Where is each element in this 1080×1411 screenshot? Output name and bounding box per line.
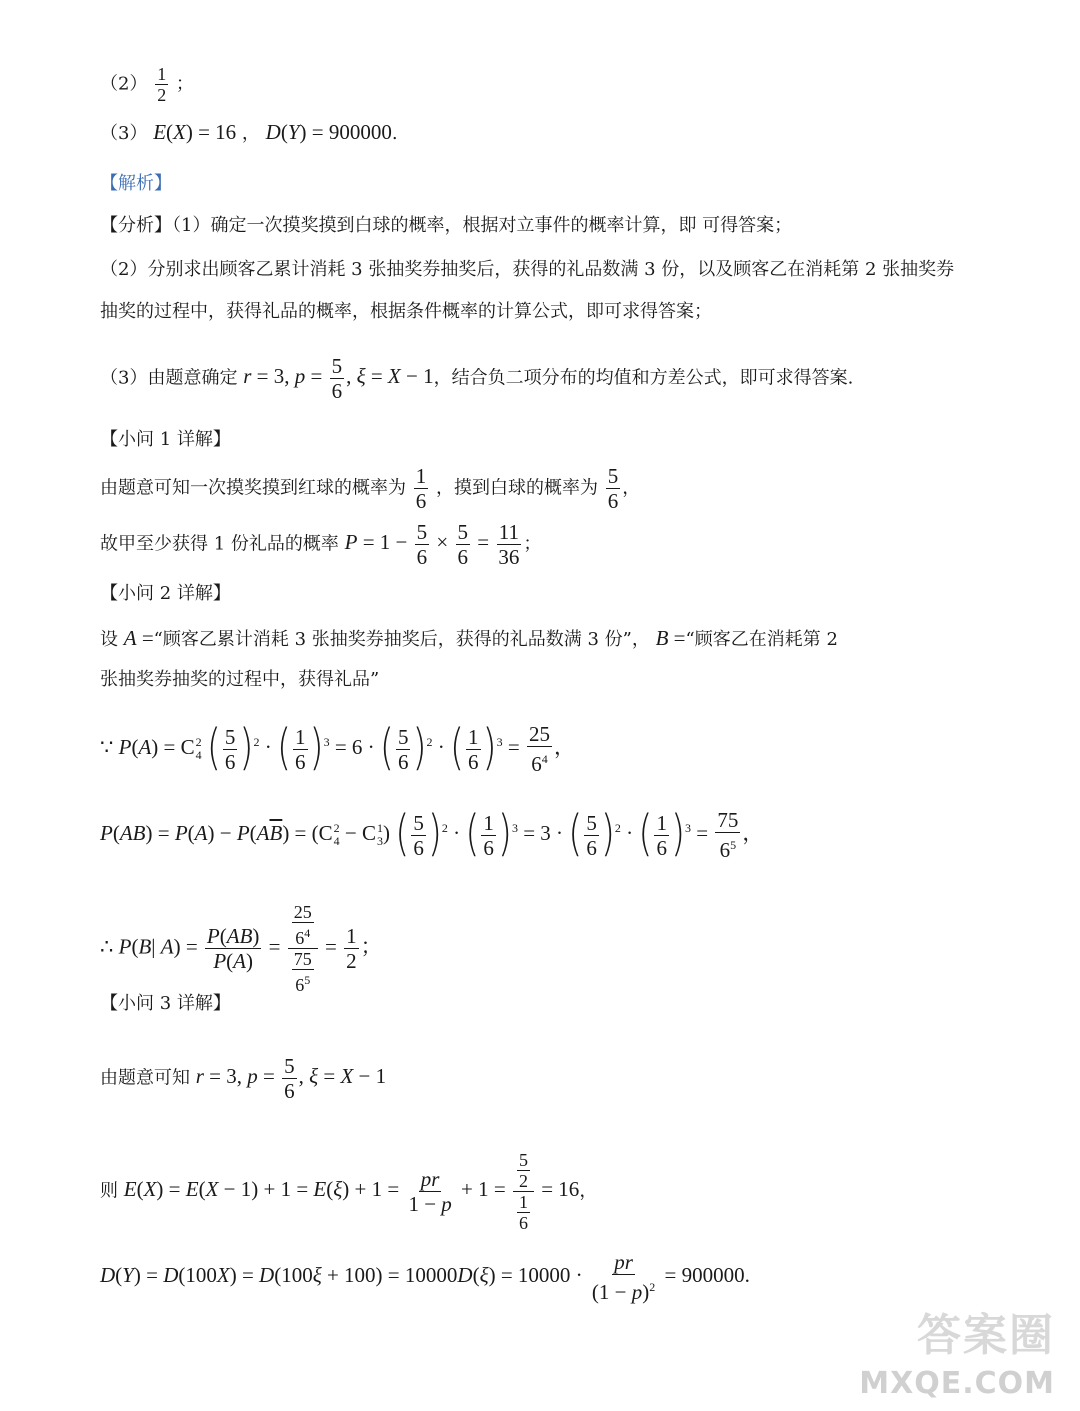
q3-formula-ex: 则 E(X) = E(X − 1) + 1 = E(ξ) + 1 = $\frac{pr}{1 - p}$ + 1 = $\frac{\frac{5}{2}}{\frac{1}{6}}$ = 16，	[100, 1150, 598, 1233]
q3-title: 【小问 3 详解】	[100, 993, 231, 1014]
q2-formula-pba: ∴ P(B| A) = $\frac{P(AB)}{P(A)}$ = $\frac{\frac{25}{6^4}}{\frac{75}{6^5}}$ = $\frac{1}{2}$ ；	[100, 902, 382, 995]
watermark-url: MXQE.COM	[859, 1366, 1055, 1401]
q2-formula-pa: ∵ P(A) = C 2 4 ( $\frac{5}{6}$ )$^2$ · ( $\frac{1}{6}$ )$^3$ = 6 · ( $\frac{5}{6}$ )$^2$ · ( $\frac{1}{6}$ )$^3$ = $\frac{25}{6^4}$ ，	[100, 720, 575, 776]
q2-line2: 张抽奖券抽奖的过程中，获得礼品”	[100, 669, 380, 690]
fraction-one-half: $\frac{1}{2}$	[157, 64, 167, 105]
section-jiexi: 【解析】	[100, 173, 172, 194]
analysis-p2a: （2）分别求出顾客乙累计消耗 3 张抽奖券抽奖后，获得的礼品数满 3 份，以及顾客乙在消耗第 2 张抽奖券	[100, 259, 955, 280]
q3-formula-dy: D(Y) = D(100X) = D(100ξ + 100) = 10000D(ξ) = 10000 · $\frac{pr}{(1 - p)^2}$ = 900000.	[100, 1250, 750, 1304]
answer-2: （2） $\frac{1}{2}$ ；	[100, 64, 194, 105]
q3-line1: 由题意可知 r = 3, p = $\frac{5}{6}$ , ξ = X − 1	[100, 1054, 387, 1103]
q1-line1: 由题意可知一次摸奖摸到红球的概率为 $\frac{1}{6}$ ，摸到白球的概率为 $\frac{5}{6}$ ，	[100, 464, 641, 513]
answer-3-dy: D(Y) = 900000	[265, 120, 392, 144]
q2-title: 【小问 2 详解】	[100, 583, 231, 604]
analysis-p1: 【分析】（1）确定一次摸奖摸到白球的概率，根据对立事件的概率计算，即 可得答案；	[100, 215, 793, 236]
q2-formula-pab: $P(AB) = P(A) - P(A\overline{B}) = (C$ 2 4 − C 1 3 ) ( $\frac{5}{6}$ )$^2$ · ( $\frac{1}{6}$ )$^3$ = 3 · ( $\frac{5}{6}$ )$^2$ · ( $\frac{1}{6}$ )$^3$ = $\frac{75}{6^5}$ ，	[100, 806, 764, 862]
answer-3: （3） E(X) = 16 ， D(Y) = 900000.	[100, 120, 398, 144]
watermark-logo-text: 答案圈	[917, 1310, 1055, 1361]
answer-3-ex: E(X) = 16	[153, 120, 237, 144]
q1-title: 【小问 1 详解】	[100, 429, 231, 450]
q2-line1: 设 A =“顾客乙累计消耗 3 张抽奖券抽奖后，获得的礼品数满 3 份”， B =“顾客乙在消耗第 2	[100, 626, 838, 650]
q1-line2: 故甲至少获得 1 份礼品的概率 P = 1 − $\frac{5}{6}$ × $\frac{5}{6}$ = $\frac{11}{36}$ ；	[100, 520, 542, 569]
analysis-p3: （3）由题意确定 r = 3, p = $\frac{5}{6}$ , ξ = X − 1，结合负二项分布的均值和方差公式，即可求得答案.	[100, 354, 854, 403]
analysis-p2b: 抽奖的过程中，获得礼品的概率，根据条件概率的计算公式，即可求得答案；	[100, 301, 712, 322]
